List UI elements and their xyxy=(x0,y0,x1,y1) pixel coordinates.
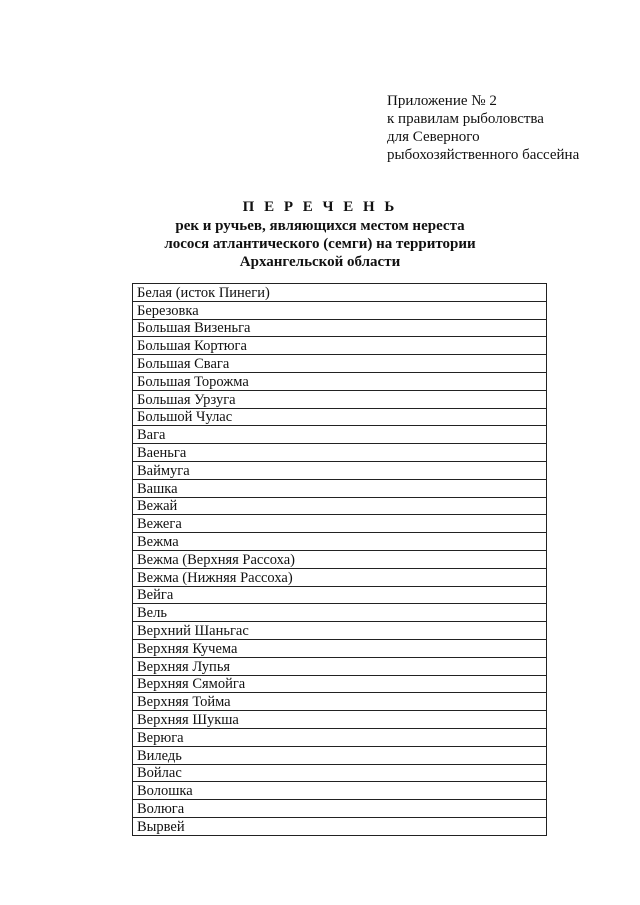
document-subtitle-line3: Архангельской области xyxy=(239,254,401,270)
river-name-cell: Большая Кортюга xyxy=(133,337,547,355)
river-name-cell: Вага xyxy=(133,426,547,444)
table-row xyxy=(133,337,547,355)
table-row xyxy=(133,639,547,657)
table-row xyxy=(133,711,547,729)
appendix-line-basin: рыбохозяйственного бассейна xyxy=(387,147,580,163)
river-name-cell: Верхняя Лупья xyxy=(133,657,547,675)
river-name-cell: Ваеньга xyxy=(133,444,547,462)
river-name-cell: Большая Свага xyxy=(133,355,547,373)
table-row xyxy=(133,284,547,302)
table-row xyxy=(133,693,547,711)
appendix-line-rules: к правилам рыболовства xyxy=(387,111,544,127)
table-row xyxy=(133,372,547,390)
river-name-cell: Войлас xyxy=(133,764,547,782)
document-title: П Е Р Е Ч Е Н Ь xyxy=(242,199,398,215)
table-row xyxy=(133,533,547,551)
river-name-cell: Вежега xyxy=(133,515,547,533)
table-row xyxy=(133,390,547,408)
table-row xyxy=(133,408,547,426)
river-name-cell: Ваймуга xyxy=(133,461,547,479)
river-name-cell: Вежай xyxy=(133,497,547,515)
river-list-body xyxy=(133,284,547,836)
river-name-cell: Верхняя Сямойга xyxy=(133,675,547,693)
river-name-cell: Вежма (Нижняя Рассоха) xyxy=(133,568,547,586)
river-name-cell: Вейга xyxy=(133,586,547,604)
river-name-cell: Большая Визеньга xyxy=(133,319,547,337)
river-name-cell: Волюга xyxy=(133,800,547,818)
document-subtitle-line2: лосося атлантического (семги) на территории xyxy=(164,236,476,252)
table-row xyxy=(133,479,547,497)
appendix-header xyxy=(387,92,579,164)
river-name-cell: Вашка xyxy=(133,479,547,497)
table-row xyxy=(133,444,547,462)
river-name-cell: Вель xyxy=(133,604,547,622)
river-list-table xyxy=(132,283,547,836)
table-row xyxy=(133,675,547,693)
river-name-cell: Верхняя Кучема xyxy=(133,639,547,657)
river-name-cell: Вежма xyxy=(133,533,547,551)
appendix-line-northern: для Северного xyxy=(387,129,480,145)
table-row xyxy=(133,764,547,782)
river-name-cell: Виледь xyxy=(133,746,547,764)
river-name-cell: Вырвей xyxy=(133,817,547,835)
table-row xyxy=(133,586,547,604)
table-row xyxy=(133,817,547,835)
table-row xyxy=(133,497,547,515)
river-name-cell: Верхняя Шукша xyxy=(133,711,547,729)
table-row xyxy=(133,568,547,586)
document-heading xyxy=(0,198,640,271)
table-row xyxy=(133,550,547,568)
river-name-cell: Волошка xyxy=(133,782,547,800)
river-name-cell: Вежма (Верхняя Рассоха) xyxy=(133,550,547,568)
document-subtitle-line1: рек и ручьев, являющихся местом нереста xyxy=(175,218,465,234)
river-name-cell: Большая Торожма xyxy=(133,372,547,390)
table-row xyxy=(133,746,547,764)
river-name-cell: Большой Чулас xyxy=(133,408,547,426)
river-name-cell: Верхний Шаньгас xyxy=(133,622,547,640)
table-row xyxy=(133,782,547,800)
appendix-number: Приложение № 2 xyxy=(387,93,497,109)
table-row xyxy=(133,728,547,746)
table-row xyxy=(133,800,547,818)
river-name-cell: Верхняя Тойма xyxy=(133,693,547,711)
table-row xyxy=(133,515,547,533)
table-row xyxy=(133,604,547,622)
table-row xyxy=(133,622,547,640)
table-row xyxy=(133,426,547,444)
table-row xyxy=(133,461,547,479)
river-name-cell: Белая (исток Пинеги) xyxy=(133,284,547,302)
table-row xyxy=(133,657,547,675)
table-row xyxy=(133,355,547,373)
river-name-cell: Верюга xyxy=(133,728,547,746)
table-row xyxy=(133,301,547,319)
river-name-cell: Большая Урзуга xyxy=(133,390,547,408)
river-name-cell: Березовка xyxy=(133,301,547,319)
table-row xyxy=(133,319,547,337)
